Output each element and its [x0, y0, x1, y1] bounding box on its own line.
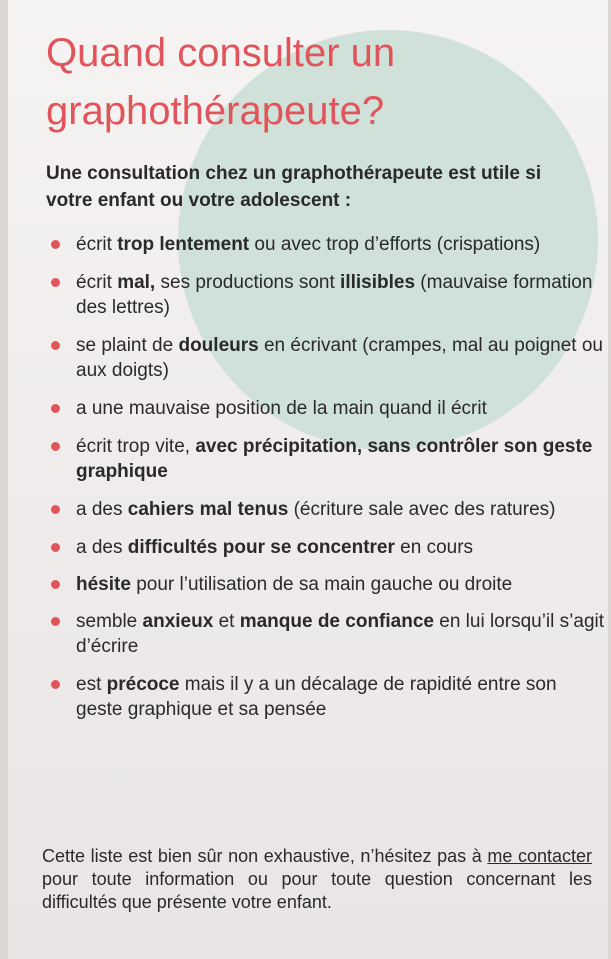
list-item: hésite pour l’utilisation de sa main gauche ou droite — [46, 572, 606, 597]
page-title: Quand consulter un graphothérapeute? — [46, 31, 396, 133]
bullet-dot-icon — [51, 580, 60, 589]
list-item: a des cahiers mal tenus (écriture sale avec des ratures) — [46, 497, 606, 522]
contact-link[interactable]: me contacter — [487, 846, 592, 866]
leaflet-card — [8, 0, 608, 959]
bullet-dot-icon — [51, 543, 60, 552]
list-item: écrit trop vite, avec précipitation, sans contrôler son geste graphique — [46, 434, 606, 484]
footer-note: Cette liste est bien sûr non exhaustive, n’hésitez pas à me contacter pour toute information ou pour toute question concernant les difficultés que présente votre enfant. — [42, 846, 592, 912]
symptom-list — [46, 232, 606, 735]
bullet-dot-icon — [51, 278, 60, 287]
bullet-dot-icon — [51, 505, 60, 514]
bullet-dot-icon — [51, 680, 60, 689]
list-item: est précoce mais il y a un décalage de rapidité entre son geste graphique et sa pensée — [46, 672, 606, 722]
list-item: écrit trop lentement ou avec trop d’efforts (crispations) — [46, 232, 606, 257]
list-item: semble anxieux et manque de confiance en lui lorsqu’il s’agit d’écrire — [46, 609, 606, 659]
list-item: écrit mal, ses productions sont illisibles (mauvaise formation des lettres) — [46, 270, 606, 320]
list-item: se plaint de douleurs en écrivant (crampes, mal au poignet ou aux doigts) — [46, 333, 606, 383]
bullet-dot-icon — [51, 404, 60, 413]
bullet-dot-icon — [51, 341, 60, 350]
intro-text: Une consultation chez un graphothérapeute est utile si votre enfant ou votre adolescent : — [46, 163, 542, 211]
list-item: a des difficultés pour se concentrer en cours — [46, 535, 606, 560]
bullet-dot-icon — [51, 617, 60, 626]
bullet-dot-icon — [51, 240, 60, 249]
bullet-dot-icon — [51, 442, 60, 451]
list-item: a une mauvaise position de la main quand il écrit — [46, 396, 606, 421]
